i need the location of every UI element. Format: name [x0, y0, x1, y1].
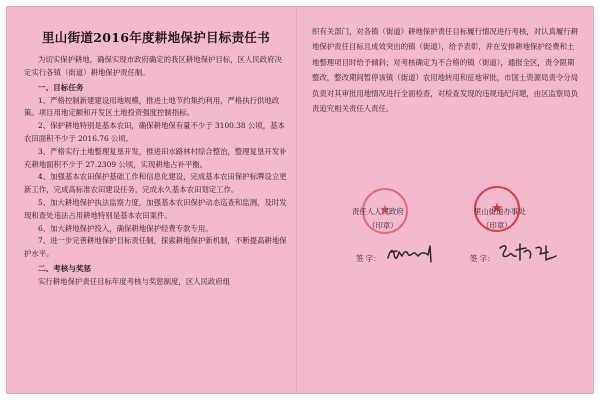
target-item-7: 7、进一步完善耕地保护目标责任制，探索耕地保护新机制，不断提高耕地保护水平。 — [24, 236, 287, 259]
signatory-right-sub: （印章） — [482, 221, 512, 230]
target-item-3: 3、严格实行土地整理复垦开发，推进田水路林村综合整治，整理复垦开发补充耕地面积不少于 27.2309 公顷，实现耕地占补平衡。 — [24, 146, 287, 169]
right-signature-icon — [496, 238, 562, 266]
signatory-left: 责任人人民政府 — [352, 207, 404, 216]
signatory-left-sub: （印章） — [368, 221, 398, 230]
page-fold — [296, 6, 298, 394]
signatory-right: 里山街道办事处 — [474, 207, 526, 216]
left-signature-icon — [385, 240, 445, 266]
intro-paragraph: 为切实保护耕地，确保实现市政府确定的我区耕地保护目标，区人民政府决定实行各镇（街道）耕地保护责任制。 — [24, 55, 282, 77]
document-title: 里山街道2016年度耕地保护目标责任书 — [42, 30, 270, 45]
target-item-2: 2、保护耕地特别是基本农田，确保耕地保有量不少于 3100.38 公顷，基本农田面积不少于 2016.76 公顷。 — [24, 121, 285, 143]
right-page — [312, 24, 580, 116]
sign-label-left: 签 字： — [356, 254, 381, 263]
continued-paragraph: 织有关部门，对各镇（街道）耕地保护责任目标履行情况进行考核，对认真履行耕地保护责任目标且成效突出的镇（街道），给予表彰，并在安排耕地保护经费和土地整理项目时给予倾斜；对考核确定为不合格的镇（街道），通报全区，责令限期整改，整改期间暂停该镇（街道）农用地转用和征地审批，市国土资源局责令分局负责对其审批用地情况进行全面检查，对检查发现的违规违纪问题，由区监察局负责追究相关责任人责任。 — [312, 27, 579, 114]
sign-label-right: 签 字： — [470, 254, 495, 263]
target-item-1: 1、严格控制新建建设用地规模，推进土地节约集约利用，严格执行供地政策。项目用地定额和开发区土地投资强度控制指标。 — [24, 95, 280, 118]
left-page — [24, 28, 288, 289]
target-item-6: 6、加大耕地保护投入，确保耕地保护经费专款专用。 — [38, 223, 213, 233]
section-heading-assessment: 二、考核与奖惩 — [38, 263, 92, 273]
section-heading-targets: 一、目标任务 — [38, 82, 84, 92]
assessment-paragraph: 实行耕地保护责任目标年度考核与奖惩制度，区人民政府组 — [38, 276, 231, 286]
target-item-5: 5、加大耕地保护执法监察力度，加强基本农田保护动态巡查和监测，及时发现和查处违法占用耕地特别是基本农田案件。 — [24, 197, 287, 220]
target-item-4: 4、加强基本农田保护基础工作和信息化建设，完成基本农田保护标牌设立更新工作，完成高标准农田建设任务，完成永久基本农田划定工作。 — [24, 172, 287, 195]
